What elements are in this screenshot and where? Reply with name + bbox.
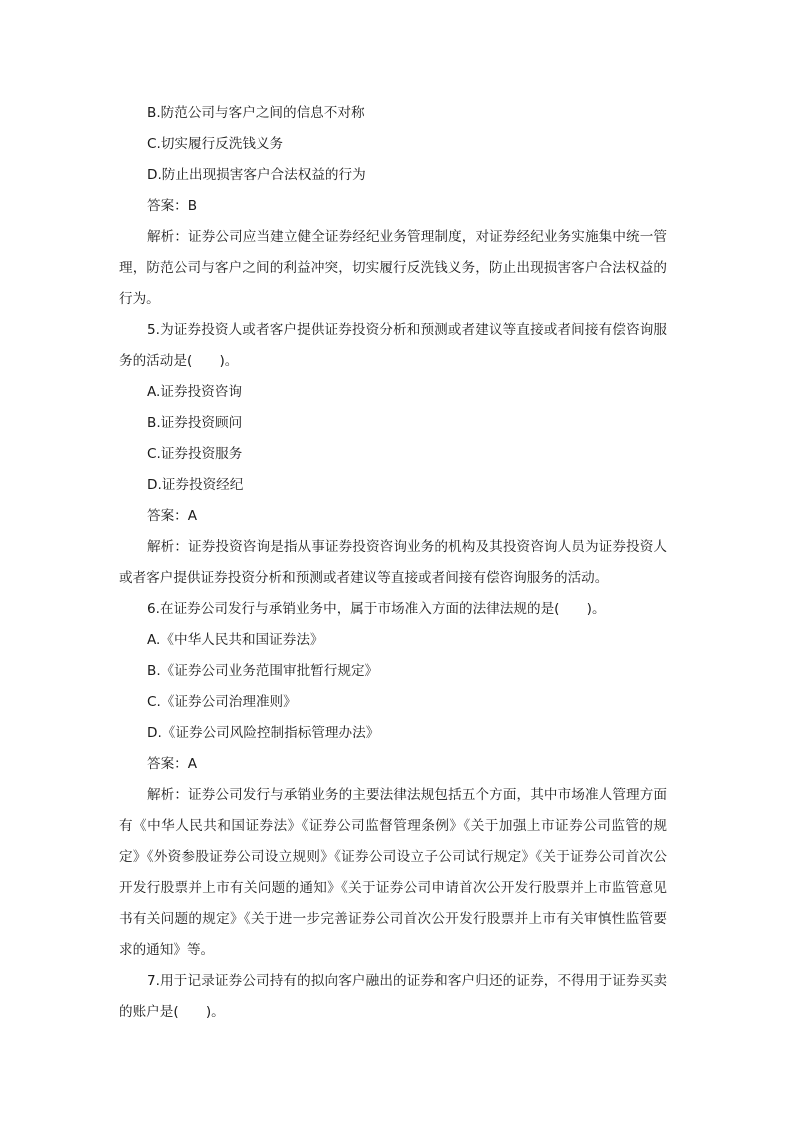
q5-answer: 答案：A xyxy=(147,508,198,524)
q4-answer: 答案：B xyxy=(147,198,198,214)
q5-option-b: B.证券投资顾问 xyxy=(147,415,243,431)
q5-question: 5.为证券投资人或者客户提供证券投资分析和预测或者建议等直接或者间接有偿咨询服务的活动是( )。 xyxy=(119,322,667,369)
q6-option-b: B.《证券公司业务范围审批暂行规定》 xyxy=(147,663,379,679)
q6-option-c: C.《证券公司治理准则》 xyxy=(147,694,297,710)
q4-option-c: C.切实履行反洗钱义务 xyxy=(147,136,284,152)
q5-option-a: A.证券投资咨询 xyxy=(147,384,242,400)
q6-answer: 答案：A xyxy=(147,756,198,772)
q5-option-d: D.证券投资经纪 xyxy=(147,477,244,493)
q6-question: 6.在证券公司发行与承销业务中，属于市场准入方面的法律法规的是( )。 xyxy=(147,601,606,617)
q4-option-b: B.防范公司与客户之间的信息不对称 xyxy=(147,105,365,121)
q6-analysis: 解析：证券公司发行与承销业务的主要法律法规包括五个方面，其中市场准人管理方面有《中华人民共和国证券法》《证券公司监督管理条例》《关于加强上市证券公司监管的规定》《外资参股证券公司设立规则》《证券公司设立子公司试行规定》《关于证券公司首次公开发行股票并上市有关问题的通知》《关于证券公司申请首次公开发行股票并上市监管意见书有关问题的规定》《关于进一步完善证券公司首次公开发行股票并上市有关审慎性监管要求的通知》等。 xyxy=(119,787,667,958)
q5-option-c: C.证券投资服务 xyxy=(147,446,243,462)
q6-option-d: D.《证券公司风险控制指标管理办法》 xyxy=(147,725,380,741)
q6-option-a: A.《中华人民共和国证券法》 xyxy=(147,632,324,648)
q7-question: 7.用于记录证券公司持有的拟向客户融出的证券和客户归还的证券，不得用于证券买卖的账户是( )。 xyxy=(119,973,667,1020)
document-page xyxy=(119,98,667,1028)
q5-analysis: 解析：证券投资咨询是指从事证券投资咨询业务的机构及其投资咨询人员为证券投资人或者客户提供证券投资分析和预测或者建议等直接或者间接有偿咨询服务的活动。 xyxy=(119,539,667,586)
q4-analysis: 解析：证券公司应当建立健全证券经纪业务管理制度，对证券经纪业务实施集中统一管理，防范公司与客户之间的利益冲突，切实履行反洗钱义务，防止出现损害客户合法权益的行为。 xyxy=(119,229,667,307)
q4-option-d: D.防止出现损害客户合法权益的行为 xyxy=(147,167,366,183)
